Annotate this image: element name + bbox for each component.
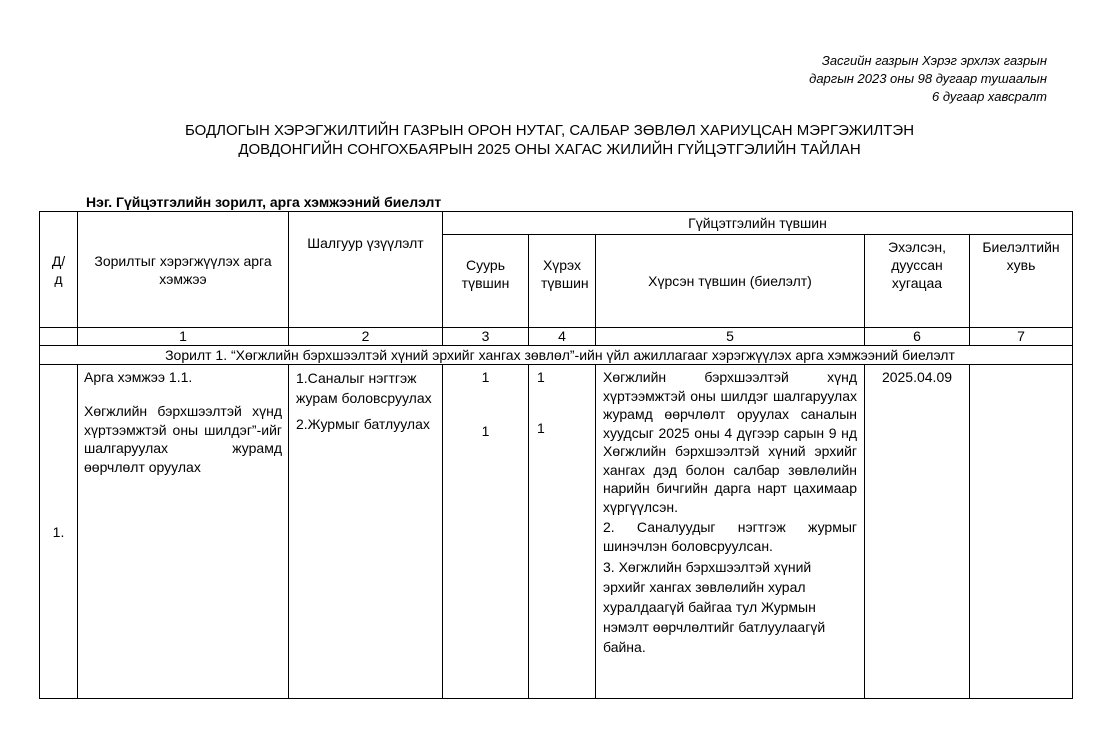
header-no: Д/д (40, 212, 78, 328)
annex-line-2: даргын 2023 оны 98 дугаар тушаалын (809, 71, 1047, 86)
measure-text: Хөгжлийн бэрхшээлтэй хүнд хүртээмжтэй оны шилдэг”-ийг шалгаруулах журамд өөрчлөлт оруулах (84, 403, 282, 475)
measure-cell (78, 365, 289, 699)
performance-table (39, 211, 1073, 699)
section-title: Нэг. Гүйцэтгэлийн зорилт, арга хэмжээний биелэлт (86, 194, 442, 210)
target-value-1: 1 (537, 369, 545, 385)
dates-cell: 2025.04.09 (865, 365, 970, 699)
header-baseline: Суурь түвшин (443, 235, 529, 328)
column-number-blank (40, 328, 78, 346)
header-level-group: Гүйцэтгэлийн түвшин (443, 212, 1073, 235)
header-criteria: Шалгуур үзүүлэлт (289, 212, 443, 328)
table-row (40, 365, 1073, 699)
header-measure: Зорилтыг хэрэгжүүлэх арга хэмжээ (78, 212, 289, 328)
annex-note (809, 52, 1047, 106)
annex-line-3: 6 дугаар хавсралт (931, 89, 1047, 104)
target-cell (529, 365, 596, 699)
annex-line-1: Засгийн газрын Хэрэг эрхлэх газрын (821, 53, 1047, 68)
column-number: 2 (289, 328, 443, 346)
report-title-line-1: БОДЛОГЫН ХЭРЭГЖИЛТИЙН ГАЗРЫН ОРОН НУТАГ, САЛБАР ЗӨВЛӨЛ ХАРИУЦСАН МЭРГЭЖИЛТЭН (184, 122, 915, 139)
achieved-cell (596, 365, 865, 699)
achieved-text-1: Хөгжлийн бэрхшээлтэй хүнд хүртээмжтэй оны шилдэг шалгаруулах журамд өөрчлөлт оруулах саналын хуудсыг 2025 оны 4 дүгээр сарын 9 нд Хөгжлийн бэрхшээлтэй хүний эрхийг хангах дэд болон салбар зөвлөлийн нарийн бичгийн дарга нарт цахимаар хүргүүлсэн. (603, 369, 857, 515)
column-number: 6 (865, 328, 970, 346)
measure-title: Арга хэмжээ 1.1. (84, 369, 193, 385)
baseline-value-1: 1 (481, 369, 490, 385)
header-target: Хүрэх түвшин (529, 235, 596, 328)
goal-text: Зорилт 1. “Хөгжлийн бэрхшээлтэй хүний эрхийг хангах зөвлөл”-ийн үйл ажиллагааг хэрэгжүүлэх арга хэмжээний биелэлт (40, 346, 1073, 365)
column-number: 7 (970, 328, 1073, 346)
criteria-cell (289, 365, 443, 699)
row-number: 1. (40, 365, 78, 699)
goal-row (40, 346, 1073, 365)
report-title-line-2: ДОВДОНГИЙН СОНГОХБАЯРЫН 2025 ОНЫ ХАГАС ЖИЛИЙН ГҮЙЦЭТГЭЛИЙН ТАЙЛАН (238, 141, 861, 158)
column-number-row (40, 328, 1073, 346)
criteria-item-2: 2.Журмыг батлуулах (296, 416, 430, 432)
baseline-value-2: 1 (481, 423, 490, 439)
target-value-2: 1 (537, 420, 545, 436)
achieved-text-2: 2. Саналуудыг нэгтгэж журмыг шинэчлэн боловсруулсан. (603, 519, 857, 554)
header-dates: Эхэлсэн, дууссан хугацаа (865, 235, 970, 328)
header-achieved: Хүрсэн түвшин (биелэлт) (596, 235, 865, 328)
criteria-item-1: 1.Саналыг нэгтгэж журам боловсруулах (296, 370, 432, 406)
column-number: 4 (529, 328, 596, 346)
column-number: 5 (596, 328, 865, 346)
percent-cell (970, 365, 1073, 699)
achieved-text-3: 3. Хөгжлийн бэрхшээлтэй хүний эрхийг хангах зөвлөлийн хурал хуралдаагүй байгаа тул Журмын нэмэлт өөрчлөлтийг батлуулаагүй байна. (603, 559, 826, 655)
column-number: 1 (78, 328, 289, 346)
baseline-cell (443, 365, 529, 699)
column-number: 3 (443, 328, 529, 346)
report-title (0, 121, 1099, 159)
header-percent: Биелэлтийн хувь (970, 235, 1073, 328)
